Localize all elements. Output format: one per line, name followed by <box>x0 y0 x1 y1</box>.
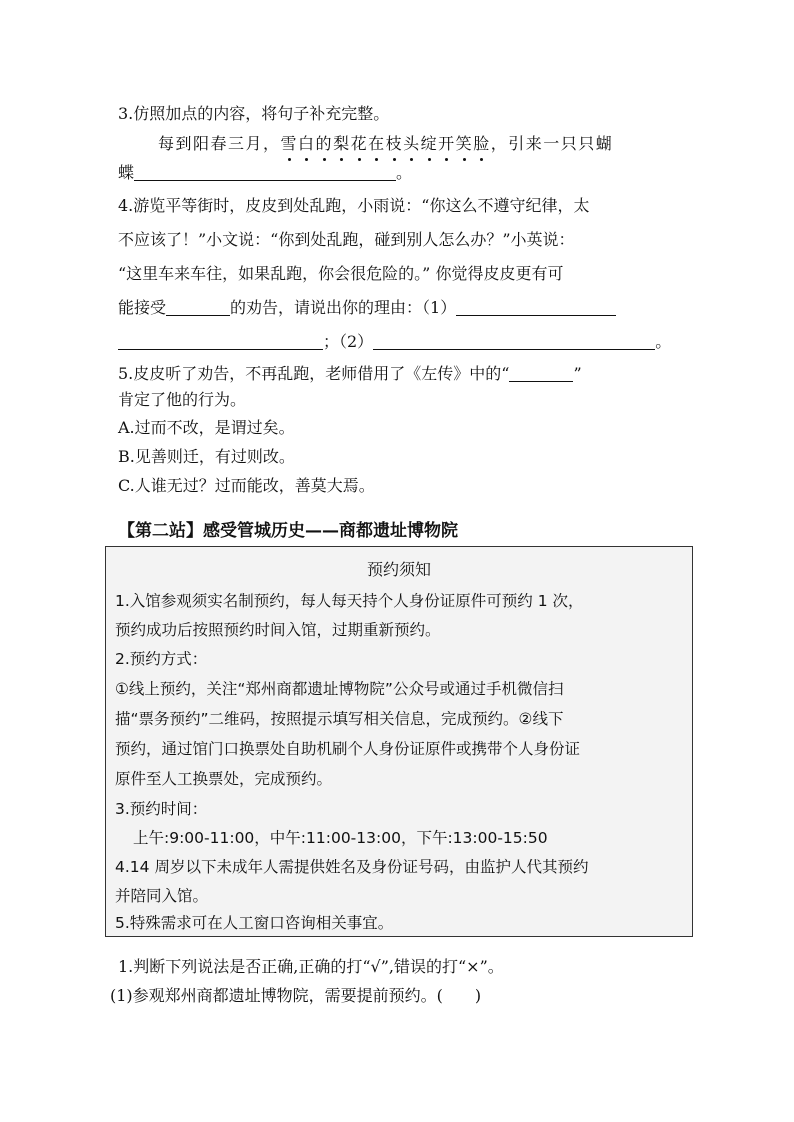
q5-option-c[interactable]: C.人谁无过？过而能改，善莫大焉。 <box>118 476 375 495</box>
q4-reason2-blank[interactable] <box>373 333 655 350</box>
dotted-char: 花 <box>350 134 369 153</box>
dotted-char: 梨 <box>333 134 351 153</box>
q5-line1-a: 5.皮皮听了劝告，不再乱跑，老师借用了《左传》中的“ <box>118 364 510 383</box>
q4-line1: 4.游览平等街时，皮皮到处乱跑，小雨说：“你这么不遵守纪律，太 <box>118 196 590 215</box>
notice-line: 2.预约方式： <box>115 650 208 668</box>
q3-suffix: ，引来一只只蝴 <box>490 134 614 153</box>
q4-advisor-blank[interactable] <box>166 299 230 316</box>
dotted-char: 笑 <box>455 134 474 153</box>
dotted-char: 在 <box>368 134 386 153</box>
dotted-char: 开 <box>438 134 456 153</box>
q3-answer-blank[interactable] <box>134 164 396 181</box>
q4-reason1-blank[interactable] <box>456 299 616 316</box>
q3-prefix: 每到阳春三月， <box>158 134 281 153</box>
dotted-char: 脸 <box>473 134 491 153</box>
q4-line5-b: 。 <box>655 332 672 351</box>
q4-line5-a: ；（2） <box>323 332 374 351</box>
q4-line4 <box>118 298 616 318</box>
q4-line5 <box>118 332 671 352</box>
q4-reason1-blank-cont[interactable] <box>118 333 323 350</box>
notice-line: 并陪同入馆。 <box>115 887 209 905</box>
dotted-char: 雪 <box>280 134 299 153</box>
q5-option-b[interactable]: B.见善则迁，有过则改。 <box>118 447 295 466</box>
q3-sentence <box>158 134 613 154</box>
q4-line2: 不应该了！”小文说：“你到处乱跑，碰到别人怎么办？”小英说： <box>118 230 575 249</box>
notice-line: 3.预约时间： <box>115 800 208 818</box>
notice-line: ①线上预约，关注“郑州商都遗址博物院”公众号或通过手机微信扫 <box>115 680 564 698</box>
notice-line: 5.特殊需求可在人工窗口咨询相关事宜。 <box>115 914 394 932</box>
q3-line2 <box>118 163 412 183</box>
dotted-char: 枝 <box>385 134 404 153</box>
judge-title: 1.判断下列说法是否正确,正确的打“√”,错误的打“×”。 <box>118 957 504 976</box>
q3-line2-end: 。 <box>396 163 413 182</box>
q5-line2: 肯定了他的行为。 <box>118 390 247 409</box>
dotted-char: 白 <box>298 134 316 153</box>
q5-line1-b: ” <box>573 364 582 383</box>
notice-line: 描“票务预约”二维码，按照提示填写相关信息，完成预约。②线下 <box>115 710 564 728</box>
dotted-char: 的 <box>315 134 334 153</box>
dotted-char: 头 <box>403 134 421 153</box>
q4-line4-b: 的劝告，请说出你的理由：（1） <box>230 298 457 317</box>
section-heading: 【第二站】感受管城历史——商都遗址博物院 <box>118 521 458 541</box>
q5-line1 <box>118 364 582 384</box>
reservation-notice-box <box>105 546 693 937</box>
notice-line: 4.14 周岁以下未成年人需提供姓名及身份证号码，由监护人代其预约 <box>115 858 589 876</box>
q3-title: 3.仿照加点的内容，将句子补充完整。 <box>118 104 390 123</box>
notice-line: 1.入馆参观须实名制预约，每人每天持个人身份证原件可预约 1 次， <box>115 592 584 610</box>
q4-line3: “这里车来车往，如果乱跑，你会很危险的。” 你觉得皮皮更有可 <box>118 264 564 283</box>
q4-line4-a: 能接受 <box>118 298 167 317</box>
notice-line: 预约成功后按照预约时间入馆，过期重新预约。 <box>115 621 441 639</box>
notice-line: 原件至人工换票处，完成预约。 <box>115 770 333 788</box>
notice-title: 预约须知 <box>366 560 431 579</box>
q5-answer-blank[interactable] <box>509 365 573 382</box>
notice-line: 上午:9:00-11:00，中午:11:00-13:00，下午:13:00-15:50 <box>133 829 548 847</box>
q3-dotted-phrase <box>281 134 491 153</box>
q5-option-a[interactable]: A.过而不改，是谓过矣。 <box>118 418 295 437</box>
notice-line: 预约，通过馆门口换票处自助机刷个人身份证原件或携带个人身份证 <box>115 740 581 758</box>
q3-line2-start: 蝶 <box>118 163 135 182</box>
judge-item-1[interactable]: (1)参观郑州商都遗址博物院，需要提前预约。( ) <box>110 986 482 1005</box>
dotted-char: 绽 <box>420 134 439 153</box>
